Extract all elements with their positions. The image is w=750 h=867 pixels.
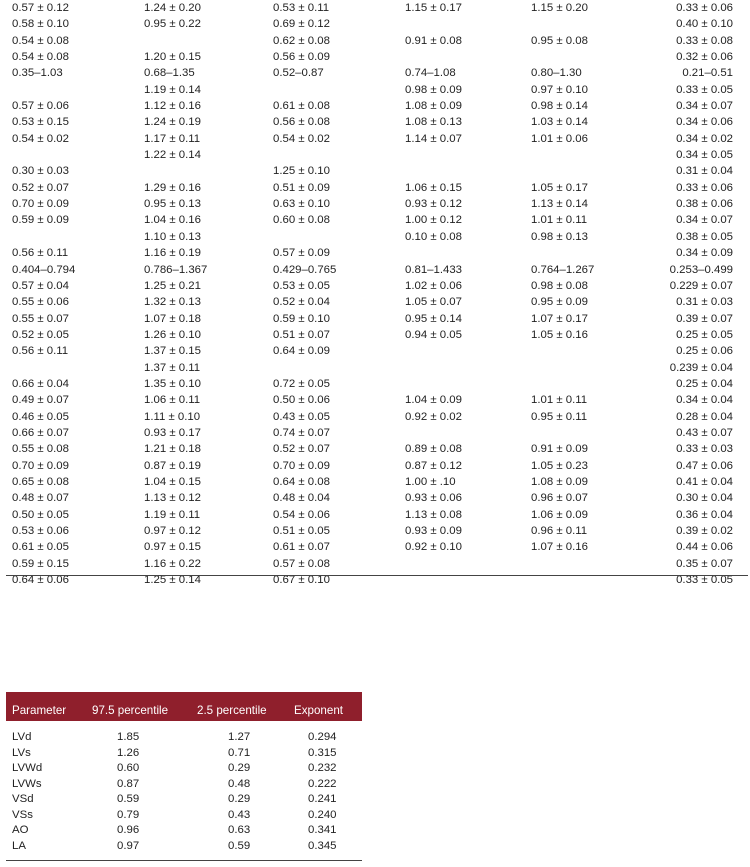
table-cell: 0.93 ± 0.12 — [405, 198, 462, 211]
table-cell: 0.95 ± 0.09 — [531, 296, 588, 309]
reference-value: 0.294 — [308, 731, 337, 743]
table-bottom-rule — [6, 575, 748, 576]
table-cell: 0.55 ± 0.06 — [12, 296, 69, 309]
table-cell: 0.64 ± 0.09 — [273, 345, 330, 358]
table-cell: 0.49 ± 0.07 — [12, 394, 69, 407]
table-row — [0, 425, 750, 441]
reference-row — [6, 730, 362, 746]
table-cell: 0.52 ± 0.07 — [12, 181, 69, 194]
table-cell: 0.81–1.433 — [405, 263, 463, 276]
table-cell: 0.33 ± 0.05 — [676, 574, 733, 587]
table-cell: 0.25 ± 0.04 — [676, 377, 733, 390]
parameter-name: AO — [12, 824, 29, 836]
table-cell: 1.05 ± 0.17 — [531, 181, 588, 194]
table-row — [0, 180, 750, 196]
table-cell: 0.67 ± 0.10 — [273, 574, 330, 587]
table-cell: 0.31 ± 0.03 — [676, 296, 733, 309]
table-cell: 1.37 ± 0.11 — [144, 361, 201, 374]
table-cell: 1.07 ± 0.17 — [531, 312, 588, 325]
table-cell: 0.33 ± 0.08 — [676, 34, 733, 47]
table-row — [0, 163, 750, 179]
reference-value: 0.79 — [117, 808, 140, 821]
table-cell: 0.54 ± 0.02 — [273, 132, 330, 145]
table-cell: 1.12 ± 0.16 — [144, 100, 201, 113]
table-cell: 0.52–0.87 — [273, 67, 324, 80]
table-cell: 0.52 ± 0.04 — [273, 296, 330, 309]
table-cell: 0.68–1.35 — [144, 67, 195, 80]
table-cell: 0.91 ± 0.08 — [405, 34, 462, 47]
table-cell: 0.72 ± 0.05 — [273, 377, 330, 390]
table-cell: 1.08 ± 0.13 — [405, 116, 462, 129]
table-cell: 0.31 ± 0.04 — [676, 165, 733, 178]
table-cell: 0.70 ± 0.09 — [12, 459, 69, 472]
table-row — [0, 294, 750, 310]
table-cell: 0.61 ± 0.07 — [273, 541, 330, 554]
table-cell: 1.05 ± 0.07 — [405, 296, 462, 309]
table-cell: 0.64 ± 0.08 — [273, 475, 330, 488]
table-cell: 0.92 ± 0.02 — [405, 410, 462, 423]
table-cell: 1.25 ± 0.14 — [144, 574, 201, 587]
table-cell: 0.39 ± 0.02 — [676, 525, 733, 537]
reference-row — [6, 839, 362, 855]
table-cell: 1.11 ± 0.10 — [144, 410, 201, 423]
header-exponent: Exponent — [294, 704, 343, 717]
table-cell: 0.50 ± 0.05 — [12, 508, 69, 521]
table-cell: 1.25 ± 0.10 — [273, 165, 330, 178]
table-cell: 1.21 ± 0.18 — [144, 443, 201, 456]
table-cell: 0.97 ± 0.10 — [531, 83, 588, 96]
table-cell: 1.05 ± 0.23 — [531, 459, 588, 472]
table-cell: 0.74 ± 0.07 — [273, 426, 330, 439]
table-cell: 0.764–1.267 — [531, 263, 595, 276]
table-cell: 0.25 ± 0.05 — [676, 328, 733, 341]
reference-table-bottom-rule — [6, 860, 362, 861]
table-cell: 1.24 ± 0.19 — [144, 116, 201, 129]
table-row — [0, 392, 750, 408]
table-cell: 0.96 ± 0.07 — [531, 492, 588, 505]
table-cell: 0.54 ± 0.08 — [12, 51, 69, 64]
table-cell: 0.56 ± 0.09 — [273, 51, 330, 64]
table-cell: 0.70 ± 0.09 — [273, 459, 330, 472]
table-row — [0, 131, 750, 147]
table-cell: 0.92 ± 0.10 — [405, 541, 462, 554]
table-row — [0, 49, 750, 65]
parameter-name: LVWd — [12, 762, 43, 774]
table-cell: 1.06 ± 0.09 — [531, 508, 588, 521]
reference-row — [6, 761, 362, 777]
table-cell: 1.07 ± 0.18 — [144, 312, 201, 325]
table-cell: 1.37 ± 0.15 — [144, 345, 201, 358]
table-cell: 1.04 ± 0.16 — [144, 214, 201, 227]
table-row — [0, 458, 750, 474]
table-cell: 0.66 ± 0.04 — [12, 377, 69, 390]
table-cell: 0.34 ± 0.04 — [676, 394, 733, 407]
table-cell: 1.20 ± 0.15 — [144, 51, 201, 64]
table-cell: 0.404–0.794 — [12, 263, 76, 276]
table-cell: 0.53 ± 0.06 — [12, 525, 69, 537]
table-cell: 1.01 ± 0.06 — [531, 132, 588, 145]
table-cell: 0.51 ± 0.07 — [273, 328, 330, 341]
reference-value: 0.341 — [308, 824, 337, 836]
table-cell: 1.15 ± 0.20 — [531, 2, 588, 14]
table-cell: 0.33 ± 0.05 — [676, 83, 733, 96]
table-cell: 0.95 ± 0.22 — [144, 18, 201, 31]
table-row — [0, 114, 750, 130]
table-cell: 0.55 ± 0.07 — [12, 312, 69, 325]
table-cell: 0.65 ± 0.08 — [12, 475, 69, 488]
reference-row — [6, 777, 362, 793]
reference-row — [6, 823, 362, 839]
table-cell: 0.46 ± 0.05 — [12, 410, 69, 423]
table-cell: 1.03 ± 0.14 — [531, 116, 588, 129]
table-cell: 0.56 ± 0.08 — [273, 116, 330, 129]
table-cell: 1.24 ± 0.20 — [144, 2, 201, 14]
table-cell: 0.57 ± 0.06 — [12, 100, 69, 113]
header-2-5-percentile: 2.5 percentile — [197, 704, 267, 717]
table-cell: 0.33 ± 0.06 — [676, 2, 733, 14]
reference-value: 0.240 — [308, 808, 337, 821]
table-cell: 0.39 ± 0.07 — [676, 312, 733, 325]
table-cell: 0.253–0.499 — [669, 263, 733, 276]
table-cell: 0.80–1.30 — [531, 67, 582, 80]
table-cell: 1.16 ± 0.22 — [144, 557, 201, 570]
table-row — [0, 33, 750, 49]
table-row — [0, 507, 750, 523]
table-cell: 1.17 ± 0.11 — [144, 132, 201, 145]
table-row — [0, 0, 750, 16]
table-cell: 0.34 ± 0.09 — [676, 247, 733, 260]
table-cell: 0.95 ± 0.11 — [531, 410, 588, 423]
table-cell: 0.59 ± 0.09 — [12, 214, 69, 227]
table-cell: 0.57 ± 0.12 — [12, 2, 69, 14]
table-row — [0, 556, 750, 572]
table-cell: 0.61 ± 0.05 — [12, 541, 69, 554]
table-cell: 1.35 ± 0.10 — [144, 377, 201, 390]
table-cell: 0.98 ± 0.09 — [405, 83, 462, 96]
table-row — [0, 16, 750, 32]
table-cell: 0.91 ± 0.09 — [531, 443, 588, 456]
table-cell: 1.06 ± 0.11 — [144, 394, 201, 407]
table-row — [0, 539, 750, 555]
table-cell: 0.96 ± 0.11 — [531, 525, 588, 537]
table-cell: 0.43 ± 0.05 — [273, 410, 330, 423]
table-cell: 1.13 ± 0.14 — [531, 198, 588, 211]
table-cell: 0.786–1.367 — [144, 263, 208, 276]
table-cell: 0.56 ± 0.11 — [12, 345, 69, 358]
table-row — [0, 523, 750, 539]
reference-value: 0.48 — [228, 777, 251, 790]
reference-value: 0.63 — [228, 824, 251, 836]
table-cell: 0.48 ± 0.07 — [12, 492, 69, 505]
table-cell: 0.38 ± 0.05 — [676, 230, 733, 243]
table-cell: 0.95 ± 0.13 — [144, 198, 201, 211]
table-cell: 0.97 ± 0.12 — [144, 525, 201, 537]
reference-value: 0.43 — [228, 808, 251, 821]
table-cell: 0.34 ± 0.02 — [676, 132, 733, 145]
table-cell: 0.70 ± 0.09 — [12, 198, 69, 211]
reference-value: 0.345 — [308, 839, 337, 852]
table-cell: 0.95 ± 0.14 — [405, 312, 462, 325]
table-cell: 0.94 ± 0.05 — [405, 328, 462, 341]
table-cell: 1.00 ± 0.12 — [405, 214, 462, 227]
table-cell: 0.34 ± 0.06 — [676, 116, 733, 129]
table-cell: 0.54 ± 0.02 — [12, 132, 69, 145]
table-cell: 0.63 ± 0.10 — [273, 198, 330, 211]
table-cell: 0.33 ± 0.03 — [676, 443, 733, 456]
table-cell: 0.28 ± 0.04 — [676, 410, 733, 423]
reference-table-header — [6, 692, 362, 721]
table-cell: 0.69 ± 0.12 — [273, 18, 330, 31]
table-cell: 0.53 ± 0.05 — [273, 279, 330, 292]
table-row — [0, 212, 750, 228]
table-row — [0, 441, 750, 457]
table-cell: 0.55 ± 0.08 — [12, 443, 69, 456]
table-row — [0, 376, 750, 392]
header-parameter: Parameter — [12, 704, 67, 717]
table-cell: 1.32 ± 0.13 — [144, 296, 201, 309]
reference-value: 0.222 — [308, 777, 337, 790]
table-cell: 1.22 ± 0.14 — [144, 149, 201, 162]
reference-value: 1.27 — [228, 731, 251, 743]
table-cell: 0.89 ± 0.08 — [405, 443, 462, 456]
table-cell: 0.30 ± 0.04 — [676, 492, 733, 505]
table-cell: 0.239 ± 0.04 — [669, 361, 733, 374]
parameter-name: LVd — [12, 731, 32, 743]
reference-row — [6, 746, 362, 762]
reference-value: 0.29 — [228, 762, 251, 774]
table-row — [0, 65, 750, 81]
table-cell: 0.41 ± 0.04 — [676, 475, 733, 488]
table-cell: 0.59 ± 0.10 — [273, 312, 330, 325]
table-cell: 1.01 ± 0.11 — [531, 214, 588, 227]
table-cell: 0.48 ± 0.04 — [273, 492, 330, 505]
table-cell: 0.43 ± 0.07 — [676, 426, 733, 439]
table-row — [0, 262, 750, 278]
table-row — [0, 343, 750, 359]
table-cell: 0.52 ± 0.05 — [12, 328, 69, 341]
table-cell: 0.66 ± 0.07 — [12, 426, 69, 439]
table-cell: 0.56 ± 0.11 — [12, 247, 69, 260]
parameter-name: VSd — [12, 793, 34, 805]
table-cell: 0.93 ± 0.09 — [405, 525, 462, 537]
table-cell: 0.50 ± 0.06 — [273, 394, 330, 407]
reference-value: 0.97 — [117, 839, 140, 852]
table-cell: 0.61 ± 0.08 — [273, 100, 330, 113]
table-cell: 0.93 ± 0.17 — [144, 426, 201, 439]
table-row — [0, 327, 750, 343]
table-cell: 0.35–1.03 — [12, 67, 63, 80]
table-cell: 1.16 ± 0.19 — [144, 247, 201, 260]
table-cell: 0.38 ± 0.06 — [676, 198, 733, 211]
table-cell: 0.87 ± 0.12 — [405, 459, 462, 472]
table-row — [0, 245, 750, 261]
table-cell: 1.07 ± 0.16 — [531, 541, 588, 554]
table-cell: 1.02 ± 0.06 — [405, 279, 462, 292]
reference-value: 0.87 — [117, 777, 140, 790]
table-cell: 0.98 ± 0.13 — [531, 230, 588, 243]
table-cell: 1.13 ± 0.12 — [144, 492, 201, 505]
table-cell: 0.62 ± 0.08 — [273, 34, 330, 47]
table-cell: 0.95 ± 0.08 — [531, 34, 588, 47]
table-cell: 1.19 ± 0.14 — [144, 83, 201, 96]
table-cell: 0.53 ± 0.15 — [12, 116, 69, 129]
table-cell: 0.35 ± 0.07 — [676, 557, 733, 570]
table-cell: 0.98 ± 0.14 — [531, 100, 588, 113]
table-row — [0, 147, 750, 163]
reference-table — [6, 692, 362, 854]
table-cell: 0.52 ± 0.07 — [273, 443, 330, 456]
table-cell: 0.57 ± 0.08 — [273, 557, 330, 570]
table-cell: 0.34 ± 0.07 — [676, 214, 733, 227]
table-cell: 0.53 ± 0.11 — [273, 2, 330, 14]
reference-value: 1.26 — [117, 746, 140, 759]
parameter-name: VSs — [12, 808, 33, 821]
parameter-name: LVs — [12, 746, 31, 759]
table-row — [0, 409, 750, 425]
table-cell: 1.14 ± 0.07 — [405, 132, 462, 145]
table-cell: 0.54 ± 0.08 — [12, 34, 69, 47]
reference-row — [6, 808, 362, 824]
table-cell: 1.25 ± 0.21 — [144, 279, 201, 292]
reference-value: 0.29 — [228, 793, 251, 805]
table-cell: 0.30 ± 0.03 — [12, 165, 69, 178]
reference-value: 0.71 — [228, 746, 251, 759]
table-row — [0, 360, 750, 376]
table-row — [0, 474, 750, 490]
table-cell: 0.87 ± 0.19 — [144, 459, 201, 472]
table-cell: 1.01 ± 0.11 — [531, 394, 588, 407]
table-cell: 0.57 ± 0.09 — [273, 247, 330, 260]
table-cell: 1.29 ± 0.16 — [144, 181, 201, 194]
table-cell: 1.06 ± 0.15 — [405, 181, 462, 194]
table-cell: 0.97 ± 0.15 — [144, 541, 201, 554]
table-cell: 0.34 ± 0.05 — [676, 149, 733, 162]
table-cell: 0.40 ± 0.10 — [676, 18, 733, 31]
table-cell: 0.54 ± 0.06 — [273, 508, 330, 521]
table-cell: 1.00 ± .10 — [405, 475, 456, 488]
table-cell: 1.13 ± 0.08 — [405, 508, 462, 521]
reference-value: 0.59 — [228, 839, 251, 852]
reference-value: 0.96 — [117, 824, 140, 836]
table-cell: 0.21–0.51 — [682, 67, 733, 80]
table-cell: 0.229 ± 0.07 — [669, 279, 733, 292]
table-cell: 0.57 ± 0.04 — [12, 279, 69, 292]
table-cell: 0.60 ± 0.08 — [273, 214, 330, 227]
table-cell: 0.429–0.765 — [273, 263, 337, 276]
reference-value: 0.241 — [308, 793, 337, 805]
table-cell: 0.51 ± 0.05 — [273, 525, 330, 537]
table-cell: 1.15 ± 0.17 — [405, 2, 462, 14]
table-cell: 0.93 ± 0.06 — [405, 492, 462, 505]
table-cell: 0.98 ± 0.08 — [531, 279, 588, 292]
table-cell: 0.58 ± 0.10 — [12, 18, 69, 31]
table-row — [0, 278, 750, 294]
table-cell: 1.10 ± 0.13 — [144, 230, 201, 243]
reference-value: 0.59 — [117, 793, 140, 805]
table-row — [0, 490, 750, 506]
table-cell: 0.59 ± 0.15 — [12, 557, 69, 570]
table-cell: 0.33 ± 0.06 — [676, 181, 733, 194]
parameter-name: LA — [12, 839, 26, 852]
table-row — [0, 98, 750, 114]
table-row — [0, 229, 750, 245]
reference-value: 0.232 — [308, 762, 337, 774]
parameter-name: LVWs — [12, 777, 42, 790]
table-cell: 0.32 ± 0.06 — [676, 51, 733, 64]
table-cell: 0.64 ± 0.06 — [12, 574, 69, 587]
table-row — [0, 196, 750, 212]
table-cell: 0.47 ± 0.06 — [676, 459, 733, 472]
table-cell: 1.26 ± 0.10 — [144, 328, 201, 341]
table-cell: 1.04 ± 0.15 — [144, 475, 201, 488]
header-97-5-percentile: 97.5 percentile — [92, 704, 169, 717]
reference-value: 0.315 — [308, 746, 337, 759]
table-row — [0, 311, 750, 327]
table-cell: 0.25 ± 0.06 — [676, 345, 733, 358]
reference-value: 0.60 — [117, 762, 140, 774]
table-cell: 1.19 ± 0.11 — [144, 508, 201, 521]
reference-value: 1.85 — [117, 731, 140, 743]
table-cell: 0.34 ± 0.07 — [676, 100, 733, 113]
table-cell: 1.04 ± 0.09 — [405, 394, 462, 407]
table-cell: 1.05 ± 0.16 — [531, 328, 588, 341]
reference-row — [6, 792, 362, 808]
table-cell: 0.74–1.08 — [405, 67, 456, 80]
table-cell: 0.36 ± 0.04 — [676, 508, 733, 521]
table-cell: 0.10 ± 0.08 — [405, 230, 462, 243]
table-cell: 1.08 ± 0.09 — [531, 475, 588, 488]
table-cell: 0.51 ± 0.09 — [273, 181, 330, 194]
reference-table-body — [6, 721, 362, 854]
table-cell: 1.08 ± 0.09 — [405, 100, 462, 113]
table-cell: 0.44 ± 0.06 — [676, 541, 733, 554]
table-row — [0, 82, 750, 98]
